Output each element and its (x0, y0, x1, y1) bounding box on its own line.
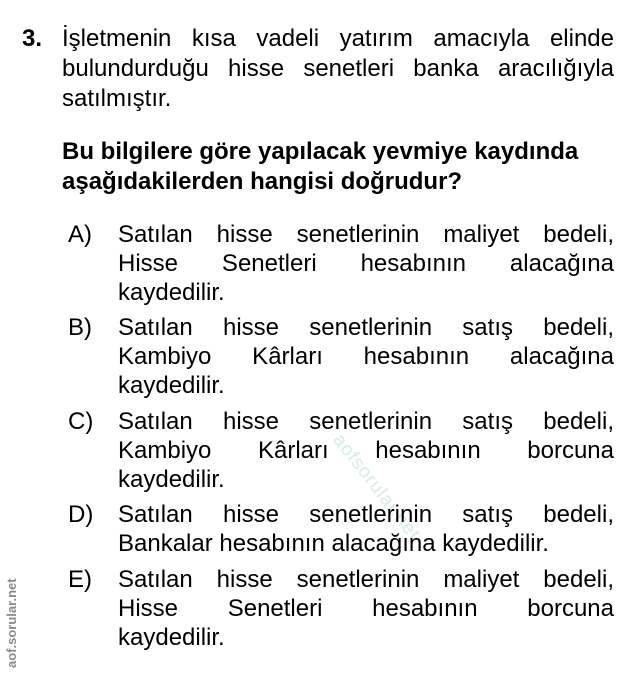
option-text-line: Satılan hisse senetlerinin maliyet bedeli, (118, 221, 614, 248)
option-d[interactable] (68, 500, 618, 558)
option-text (118, 565, 614, 652)
option-b[interactable] (68, 313, 618, 400)
option-label: B) (68, 314, 92, 341)
option-text (118, 500, 614, 558)
question-prompt-line: Bu bilgilere göre yapılacak yevmiye kaydında (62, 138, 579, 165)
option-text-line: Kambiyo Kârları hesabının alacağına (118, 343, 614, 370)
side-watermark: aof.sorular.net (4, 578, 19, 668)
option-text-line: Bankalar hesabının alacağına kaydedilir. (118, 530, 549, 557)
question-stem-line: bulundurduğu hisse senetleri banka aracılığıyla (62, 55, 614, 82)
option-text (118, 313, 614, 400)
option-text (118, 220, 614, 307)
option-text-line: Satılan hisse senetlerinin satış bedeli, (118, 314, 614, 341)
option-text (118, 407, 614, 494)
option-a[interactable] (68, 220, 618, 307)
question-stem-line: satılmıştır. (62, 85, 172, 112)
diagonal-watermark: aofsorular.net (328, 430, 425, 545)
option-text-line: Satılan hisse senetlerinin satış bedeli, (118, 408, 614, 435)
option-label: E) (68, 566, 92, 593)
option-text-line: Satılan hisse senetlerinin satış bedeli, (118, 501, 614, 528)
option-label: D) (68, 501, 94, 528)
option-text-line: kaydedilir. (118, 279, 225, 306)
option-text-line: kaydedilir. (118, 624, 225, 651)
question-number: 3. (22, 25, 43, 52)
question-stem (62, 24, 614, 114)
question-prompt-line: aşağıdakilerden hangisi doğrudur? (62, 168, 463, 195)
question-stem-line: İşletmenin kısa vadeli yatırım amacıyla elinde (62, 25, 614, 52)
option-e[interactable] (68, 565, 618, 652)
option-text-line: kaydedilir. (118, 372, 225, 399)
option-text-line: Hisse Senetleri hesabının alacağına (118, 250, 614, 277)
question-prompt (62, 137, 622, 197)
option-text-line: Hisse Senetleri hesabının borcuna (118, 595, 614, 622)
option-text-line: kaydedilir. (118, 466, 225, 493)
option-text-line: Satılan hisse senetlerinin maliyet bedeli, (118, 566, 614, 593)
option-label: C) (68, 408, 94, 435)
option-label: A) (68, 221, 92, 248)
option-text-line: Kambiyo Kârları hesabının borcuna (118, 437, 614, 464)
option-c[interactable] (68, 407, 618, 494)
